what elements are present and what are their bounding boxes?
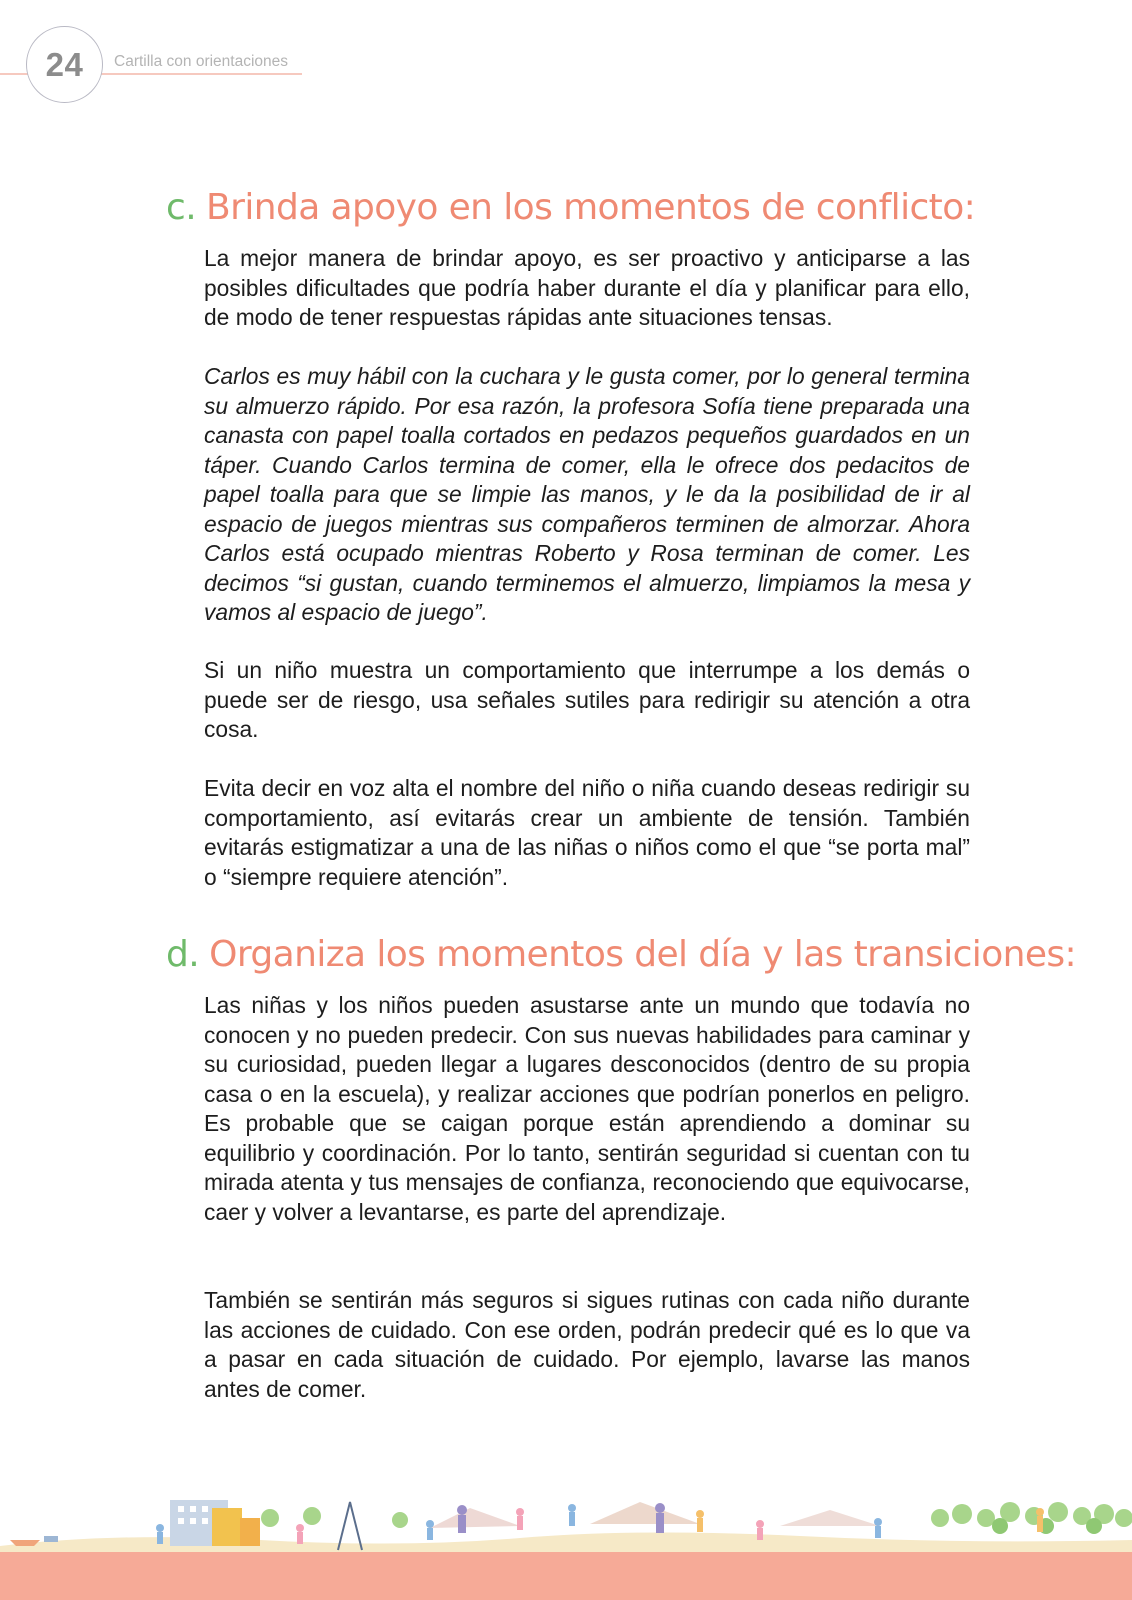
running-title: Cartilla con orientaciones [114, 53, 289, 70]
section-heading-d [166, 934, 1076, 975]
section-title: Organiza los momentos del día y las transiciones: [209, 934, 1077, 975]
paragraph: Las niñas y los niños pueden asustarse ante un mundo que todavía no conocen y no pueden predecir. Con sus nuevas habilidades para caminar y su curiosidad, pueden llegar a lugares desconocidos (dentro de su propia casa o en la escuela), y realizar acciones que podrían ponerlos en peligro. Es probable que se caigan porque están aprendiendo a dominar su equilibrio y coordinación. Por lo tanto, sentirán seguridad si cuentan con tu mirada atenta y tus mensajes de confianza, reconociendo que equivocarse, caer y volver a levantarse, es parte del aprendizaje. [204, 992, 970, 1225]
section-heading-c [166, 187, 975, 228]
paragraph: También se sentirán más seguros si sigues rutinas con cada niño durante las acciones de cuidado. Con ese orden, podrán predecir qué es lo que va a pasar en cada situación de cuidado. Por ejemplo, lavarse las manos antes de comer. [204, 1287, 970, 1402]
section-letter: d. [166, 934, 200, 975]
section-title: Brinda apoyo en los momentos de conflicto: [206, 187, 976, 228]
paragraph: La mejor manera de brindar apoyo, es ser proactivo y anticiparse a las posibles dificultades que podría haber durante el día y planificar para ello, de modo de tener respuestas rápidas ante situaciones tensas. [204, 245, 970, 330]
footer-illustration [0, 1488, 1132, 1552]
paragraph: Si un niño muestra un comportamiento que interrumpe a los demás o puede ser de riesgo, usa señales sutiles para redirigir su atención a otra cosa. [204, 657, 970, 742]
page-number-badge [26, 26, 103, 103]
example-paragraph: Carlos es muy hábil con la cuchara y le gusta comer, por lo general termina su almuerzo rápido. Por esa razón, la profesora Sofía tiene preparada una canasta con papel toalla cortados en pedazos pequeños guardados en un táper. Cuando Carlos termina de comer, ella le ofrece dos pedacitos de papel toalla para que se limpie las manos, y le da la posibilidad de ir al espacio de juegos mientras sus compañeros terminen de almorzar. Ahora Carlos está ocupado mientras Roberto y Rosa terminan de comer. Les decimos “si gustan, cuando terminemos el almuerzo, limpiamos la mesa y vamos al espacio de juego”. [204, 363, 970, 625]
page-header [0, 0, 1132, 110]
paragraph: Evita decir en voz alta el nombre del niño o niña cuando deseas redirigir su comportamiento, así evitarás crear un ambiente de tensión. También evitarás estigmatizar a una de las niñas o niños como el que “se porta mal” o “siempre requiere atención”. [204, 775, 970, 890]
footer-band [0, 1552, 1132, 1600]
section-letter: c. [166, 187, 197, 228]
page-number: 24 [45, 45, 84, 83]
